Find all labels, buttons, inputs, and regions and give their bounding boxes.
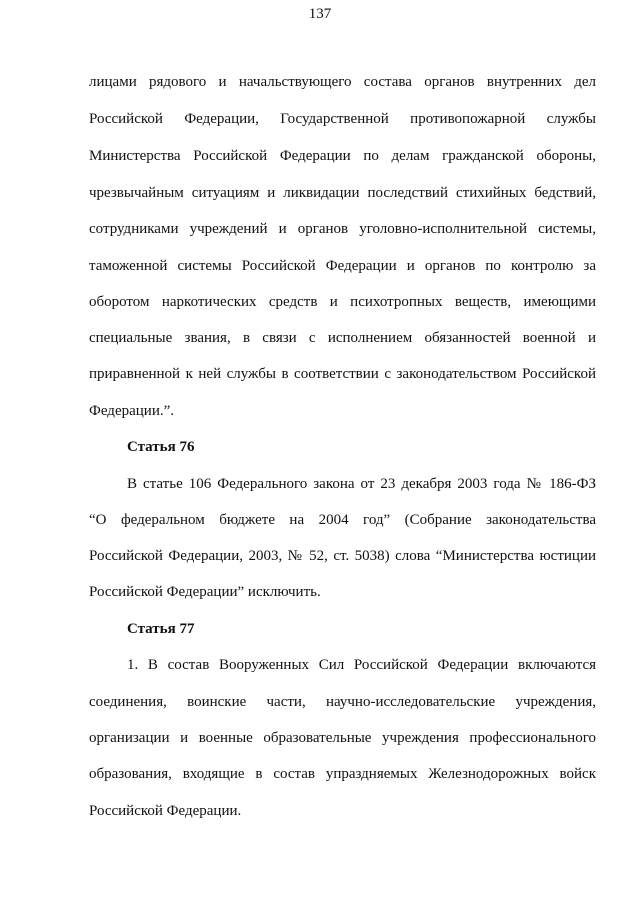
paragraph-line: 1. В состав Вооруженных Сил Российской Федерации включаются: [127, 657, 596, 673]
paragraph-line: Российской Федерации.: [89, 803, 242, 819]
paragraph-line: приравненной к ней службы в соответствии с законодательством Российской: [89, 366, 596, 382]
paragraph-line: Российской Федерации” исключить.: [89, 584, 321, 600]
paragraph-line: оборотом наркотических средств и психотропных веществ, имеющими: [89, 294, 596, 310]
paragraph-line: соединения, воинские части, научно-исследовательские учреждения,: [89, 694, 596, 710]
paragraph-line: В статье 106 Федерального закона от 23 декабря 2003 года № 186-ФЗ: [127, 476, 596, 492]
paragraph-line: Министерства Российской Федерации по делам гражданской обороны,: [89, 148, 596, 164]
paragraph-line: таможенной системы Российской Федерации и органов по контролю за: [89, 258, 596, 274]
article-heading: Статья 77: [127, 621, 195, 637]
paragraph-line: чрезвычайным ситуациям и ликвидации последствий стихийных бедствий,: [89, 185, 596, 201]
paragraph-line: Российской Федерации, 2003, № 52, ст. 5038) слова “Министерства юстиции: [89, 548, 596, 564]
paragraph-line: Федерации.”.: [89, 403, 174, 419]
paragraph-line: Российской Федерации, Государственной противопожарной службы: [89, 111, 596, 127]
paragraph-line: лицами рядового и начальствующего состава органов внутренних дел: [89, 74, 596, 90]
paragraph-line: сотрудниками учреждений и органов уголовно-исполнительной системы,: [89, 221, 596, 237]
page-number: 137: [308, 6, 332, 22]
paragraph-line: образования, входящие в состав упраздняемых Железнодорожных войск: [89, 766, 596, 782]
paragraph-line: организации и военные образовательные учреждения профессионального: [89, 730, 596, 746]
paragraph-line: специальные звания, в связи с исполнением обязанностей военной и: [89, 330, 596, 346]
paragraph-line: “О федеральном бюджете на 2004 год” (Собрание законодательства: [89, 512, 596, 528]
article-heading: Статья 76: [127, 439, 195, 455]
